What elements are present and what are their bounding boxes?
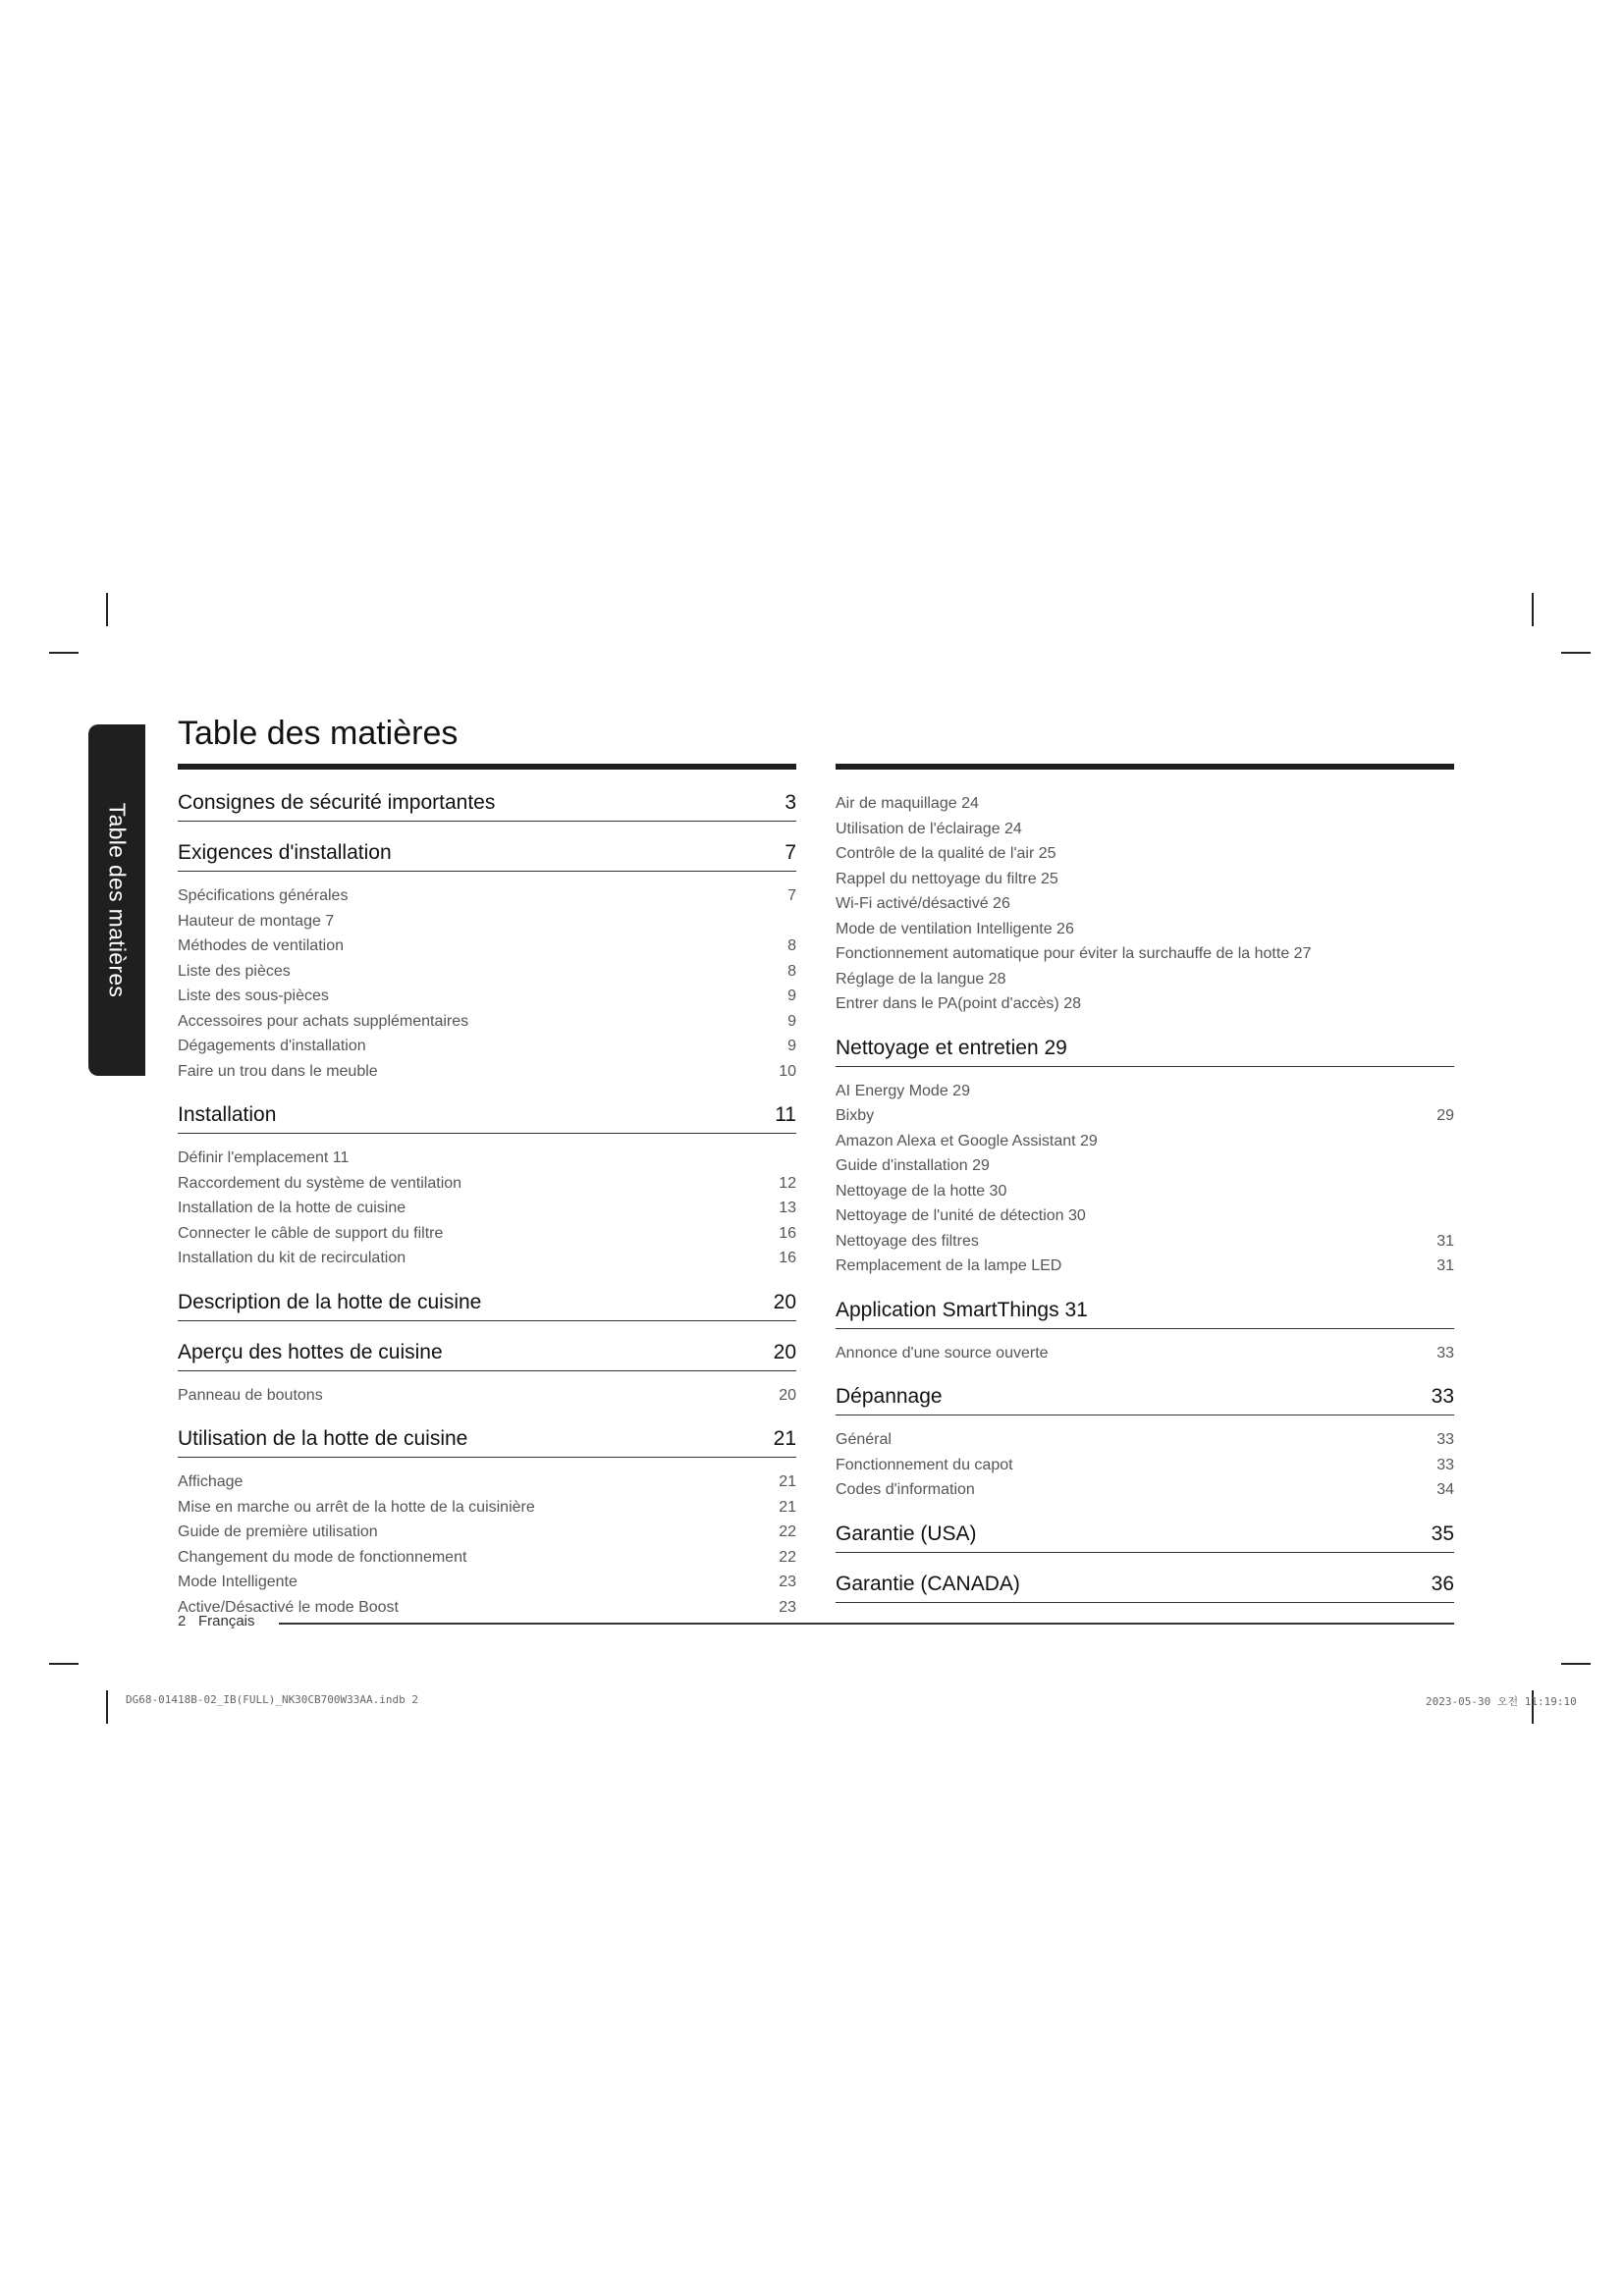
- toc-page-number: [1442, 817, 1454, 842]
- crop-mark: [49, 1663, 79, 1665]
- toc-entry-label: Spécifications générales: [178, 887, 349, 904]
- toc-page-number: [1442, 991, 1454, 1017]
- toc-page-number: 9: [787, 1012, 796, 1030]
- toc-page-number: 22: [779, 1523, 796, 1540]
- toc-entry[interactable]: [836, 891, 1454, 917]
- toc-section-heading[interactable]: [178, 791, 796, 822]
- toc-entry[interactable]: [178, 1034, 796, 1059]
- toc-entry[interactable]: [836, 1453, 1454, 1478]
- toc-entry[interactable]: [836, 1203, 1454, 1229]
- toc-entry-label: Installation: [178, 1103, 277, 1126]
- toc-entry-label: Amazon Alexa et Google Assistant 29: [836, 1132, 1098, 1149]
- toc-entry-label: Général: [836, 1431, 892, 1448]
- toc-page-number: [1442, 917, 1454, 942]
- toc-entry-label: Utilisation de la hotte de cuisine: [178, 1427, 468, 1450]
- toc-entry[interactable]: [178, 1221, 796, 1247]
- toc-page-number: [1442, 1079, 1454, 1104]
- toc-entry-label: Affichage: [178, 1473, 244, 1490]
- toc-entry[interactable]: [836, 791, 1454, 817]
- toc-entry[interactable]: [836, 967, 1454, 992]
- toc-entry[interactable]: [178, 984, 796, 1009]
- toc-entry-label: Annonce d'une source ouverte: [836, 1344, 1049, 1362]
- toc-entry-label: Garantie (USA): [836, 1522, 977, 1545]
- toc-page-number: 20: [773, 1290, 796, 1313]
- footer-rule: [279, 1623, 1454, 1625]
- toc-entry[interactable]: [178, 934, 796, 959]
- toc-entry-label: Guide d'installation 29: [836, 1157, 990, 1174]
- toc-page-number: 12: [779, 1174, 796, 1192]
- toc-entry-label: Définir l'emplacement 11: [178, 1149, 350, 1166]
- toc-entry[interactable]: [178, 1595, 796, 1621]
- toc-entry[interactable]: [836, 1103, 1454, 1129]
- toc-page-number: [1442, 1153, 1454, 1179]
- toc-entry[interactable]: [836, 1229, 1454, 1255]
- crop-mark: [106, 1690, 108, 1724]
- toc-entry[interactable]: [178, 1246, 796, 1271]
- side-tab: [88, 724, 145, 1076]
- toc-page-number: 20: [779, 1386, 796, 1404]
- toc-entry-label: Aperçu des hottes de cuisine: [178, 1340, 443, 1363]
- toc-page-number: [1442, 867, 1454, 892]
- toc-right-entries: [836, 791, 1454, 1603]
- toc-entry[interactable]: [836, 817, 1454, 842]
- toc-page-number: 33: [1436, 1344, 1454, 1362]
- toc-entry-label: Entrer dans le PA(point d'accès) 28: [836, 995, 1081, 1012]
- toc-entry-label: Utilisation de l'éclairage 24: [836, 820, 1022, 837]
- toc-entry-label: Faire un trou dans le meuble: [178, 1062, 378, 1080]
- toc-page-number: 23: [779, 1574, 796, 1590]
- toc-entry[interactable]: [178, 1520, 796, 1545]
- toc-entry[interactable]: [178, 1059, 796, 1085]
- toc-entry-label: Fonctionnement du capot: [836, 1456, 1013, 1473]
- crop-mark: [1561, 1663, 1591, 1665]
- toc-page-number: 3: [785, 791, 796, 814]
- toc-page-number: 13: [779, 1200, 796, 1216]
- toc-entry[interactable]: [178, 1009, 796, 1035]
- toc-entry[interactable]: [178, 1146, 796, 1171]
- toc-section-heading[interactable]: [836, 1573, 1454, 1603]
- toc-entry-label: Description de la hotte de cuisine: [178, 1290, 482, 1313]
- toc-entry[interactable]: [836, 1427, 1454, 1453]
- crop-mark: [106, 593, 108, 626]
- toc-entry[interactable]: [178, 1469, 796, 1495]
- toc-entry[interactable]: [836, 841, 1454, 867]
- toc-entry[interactable]: [836, 941, 1454, 967]
- toc-entry[interactable]: [178, 1570, 796, 1595]
- toc-entry[interactable]: [178, 959, 796, 985]
- toc-page-number: [785, 909, 796, 934]
- toc-left-column: [178, 764, 796, 1620]
- toc-entry-label: Fonctionnement automatique pour éviter la surchauffe de la hotte 27: [836, 945, 1312, 962]
- toc-entry[interactable]: [836, 1079, 1454, 1104]
- toc-page-number: 21: [779, 1473, 796, 1490]
- toc-page-number: 8: [787, 937, 796, 954]
- toc-entry[interactable]: [836, 1341, 1454, 1366]
- toc-entry[interactable]: [836, 1477, 1454, 1503]
- toc-page-number: 22: [779, 1548, 796, 1566]
- toc-entry[interactable]: [836, 1129, 1454, 1154]
- toc-entry-label: Remplacement de la lampe LED: [836, 1257, 1062, 1274]
- toc-page-number: 11: [775, 1103, 796, 1126]
- toc-entry-label: Changement du mode de fonctionnement: [178, 1548, 467, 1566]
- column-top-rule: [836, 764, 1454, 770]
- toc-page-number: 29: [1436, 1107, 1454, 1124]
- toc-entry[interactable]: [836, 867, 1454, 892]
- toc-page-number: 33: [1436, 1431, 1454, 1448]
- toc-entry[interactable]: [836, 1153, 1454, 1179]
- toc-section-heading[interactable]: [836, 1522, 1454, 1553]
- toc-entry-label: Contrôle de la qualité de l'air 25: [836, 845, 1056, 862]
- toc-entry[interactable]: [836, 917, 1454, 942]
- toc-entry-label: Liste des pièces: [178, 962, 291, 980]
- toc-entry-label: Réglage de la langue 28: [836, 970, 1006, 988]
- toc-page-number: 33: [1431, 1385, 1454, 1408]
- footer-page-number: 2: [178, 1613, 187, 1629]
- toc-page-number: [1442, 791, 1454, 817]
- toc-entry-label: Mise en marche ou arrêt de la hotte de la cuisinière: [178, 1498, 535, 1516]
- toc-entry-label: Nettoyage et entretien 29: [836, 1036, 1067, 1059]
- toc-entry-label: Consignes de sécurité importantes: [178, 791, 496, 814]
- toc-entry-label: Dégagements d'installation: [178, 1038, 366, 1054]
- toc-entry[interactable]: [836, 991, 1454, 1017]
- toc-entry-label: Panneau de boutons: [178, 1386, 323, 1404]
- footer-language: Français: [198, 1613, 255, 1629]
- toc-left-entries: [178, 791, 796, 1620]
- toc-section-heading[interactable]: [836, 1385, 1454, 1415]
- toc-page-number: 21: [773, 1427, 796, 1450]
- toc-entry-label: Connecter le câble de support du filtre: [178, 1224, 444, 1242]
- crop-mark: [1561, 652, 1591, 654]
- toc-section-heading[interactable]: [178, 1291, 796, 1321]
- side-tab-label: Table des matières: [104, 802, 131, 998]
- toc-page-number: 31: [1436, 1257, 1454, 1274]
- toc-entry[interactable]: [178, 1495, 796, 1521]
- toc-entry-label: Mode Intelligente: [178, 1574, 298, 1590]
- toc-entry-label: Installation de la hotte de cuisine: [178, 1200, 406, 1216]
- toc-page-number: 7: [785, 841, 796, 864]
- toc-right-column: [836, 764, 1454, 1615]
- toc-page-number: 9: [787, 988, 796, 1004]
- column-top-rule: [178, 764, 796, 770]
- toc-page-number: [1442, 941, 1454, 967]
- toc-page-number: 31: [1436, 1232, 1454, 1250]
- toc-entry-label: Liste des sous-pièces: [178, 988, 329, 1004]
- toc-page-number: 16: [779, 1224, 796, 1242]
- toc-section-heading[interactable]: [836, 1299, 1454, 1329]
- toc-page-number: 16: [779, 1250, 796, 1266]
- toc-entry[interactable]: [178, 1383, 796, 1409]
- toc-entry[interactable]: [178, 1171, 796, 1197]
- toc-entry[interactable]: [178, 1545, 796, 1571]
- toc-entry-label: Mode de ventilation Intelligente 26: [836, 920, 1074, 937]
- toc-entry-label: Méthodes de ventilation: [178, 937, 344, 954]
- toc-entry-label: Garantie (CANADA): [836, 1572, 1020, 1595]
- toc-entry[interactable]: [836, 1179, 1454, 1204]
- toc-section-heading[interactable]: [178, 841, 796, 872]
- toc-entry[interactable]: [836, 1254, 1454, 1279]
- toc-page-number: [1442, 967, 1454, 992]
- toc-entry-label: AI Energy Mode 29: [836, 1082, 970, 1099]
- toc-page-number: 8: [787, 962, 796, 980]
- toc-page-number: [1442, 1203, 1454, 1229]
- toc-section-heading[interactable]: [178, 1341, 796, 1371]
- toc-page-number: 20: [773, 1340, 796, 1363]
- toc-page-number: 36: [1431, 1572, 1454, 1595]
- toc-page-number: [1442, 891, 1454, 917]
- crop-mark: [1532, 593, 1534, 626]
- toc-entry-label: Application SmartThings 31: [836, 1298, 1088, 1321]
- toc-page-number: 9: [787, 1038, 796, 1054]
- page-title: Table des matières: [178, 715, 459, 752]
- toc-entry-label: Installation du kit de recirculation: [178, 1250, 406, 1266]
- toc-page-number: 33: [1436, 1456, 1454, 1473]
- toc-entry-label: Hauteur de montage 7: [178, 912, 335, 930]
- toc-entry-label: Bixby: [836, 1107, 875, 1124]
- toc-entry-label: Raccordement du système de ventilation: [178, 1174, 462, 1192]
- toc-entry[interactable]: [178, 883, 796, 909]
- toc-page-number: [1442, 1179, 1454, 1204]
- toc-entry-label: Nettoyage de la hotte 30: [836, 1182, 1007, 1200]
- toc-entry-label: Dépannage: [836, 1385, 943, 1408]
- print-info-right: 2023-05-30 오전 11:19:10: [1426, 1695, 1577, 1708]
- toc-page-number: 35: [1431, 1522, 1454, 1545]
- toc-page-number: 34: [1436, 1481, 1454, 1498]
- toc-section-heading[interactable]: [836, 1037, 1454, 1067]
- toc-entry-label: Codes d'information: [836, 1481, 975, 1498]
- toc-entry-label: Wi-Fi activé/désactivé 26: [836, 895, 1010, 912]
- toc-entry-label: Accessoires pour achats supplémentaires: [178, 1012, 469, 1030]
- toc-entry[interactable]: [178, 1196, 796, 1221]
- toc-entry-label: Rappel du nettoyage du filtre 25: [836, 870, 1058, 887]
- toc-entry[interactable]: [178, 909, 796, 934]
- toc-page-number: [1442, 841, 1454, 867]
- toc-page-number: 7: [787, 887, 796, 904]
- toc-page-number: [1442, 1129, 1454, 1154]
- toc-page-number: 21: [779, 1498, 796, 1516]
- toc-page-number: [785, 1146, 796, 1171]
- toc-entry-label: Exigences d'installation: [178, 841, 392, 864]
- toc-section-heading[interactable]: [178, 1103, 796, 1134]
- toc-entry-label: Air de maquillage 24: [836, 795, 979, 812]
- toc-section-heading[interactable]: [178, 1427, 796, 1458]
- toc-page-number: 23: [779, 1598, 796, 1616]
- crop-mark: [49, 652, 79, 654]
- toc-entry-label: Nettoyage de l'unité de détection 30: [836, 1207, 1086, 1224]
- print-info-left: DG68-01418B-02_IB(FULL)_NK30CB700W33AA.indb 2: [126, 1693, 419, 1706]
- toc-entry-label: Active/Désactivé le mode Boost: [178, 1598, 399, 1616]
- toc-page-number: 10: [779, 1062, 796, 1080]
- toc-entry-label: Nettoyage des filtres: [836, 1232, 979, 1250]
- toc-entry-label: Guide de première utilisation: [178, 1523, 378, 1540]
